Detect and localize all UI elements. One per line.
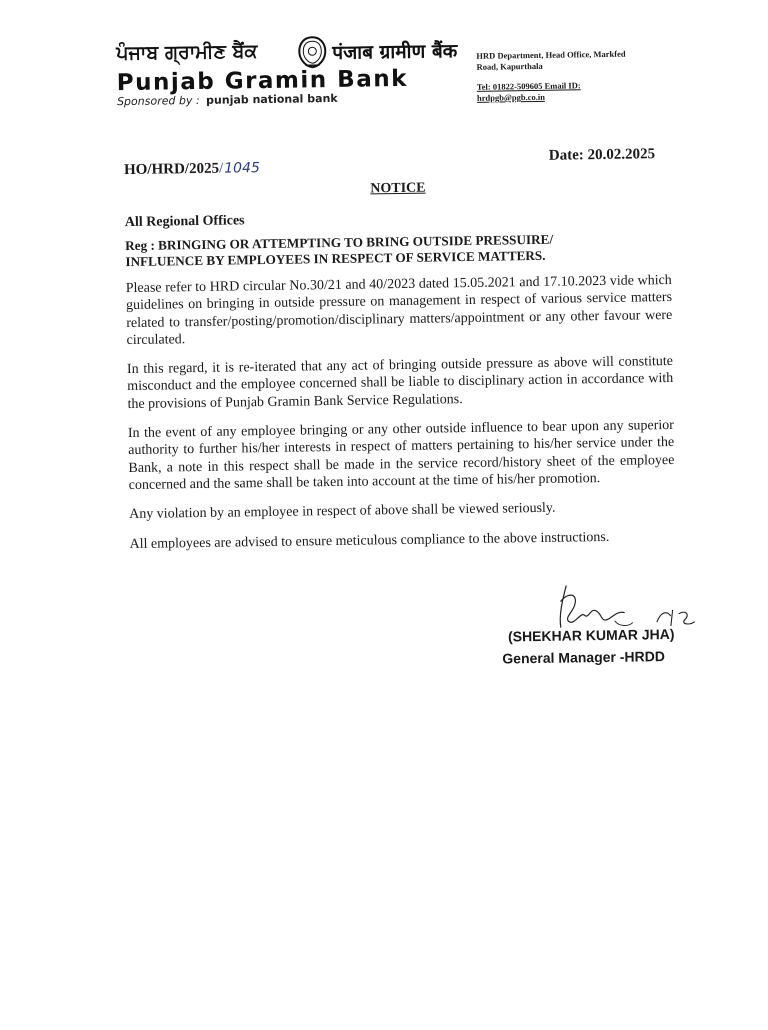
body-paragraph: Please refer to HRD circular No.30/21 and 40/2023 dated 15.05.2021 and 17.10.2023 vide which guidelines on bringing in outside pressure on management in respect of various service matters related to transfer/posting/promotion/disciplinary matters/appointment or any other favour were circulated.: [125, 272, 673, 348]
letterhead-brand: [116, 37, 467, 108]
letterhead-scripts: [116, 37, 466, 72]
body-paragraph: Any violation by an employee in respect of above shall be viewed seriously.: [129, 500, 556, 523]
addressee: All Regional Offices: [124, 213, 245, 231]
body-paragraph: In the event of any employee bringing or any other outside influence to bear upon any superior authority to further his/her interests in respect of matters pertaining to his/her service under the Bank, a note in this respect shall be made in the service record/history sheet of the employee concerned and the same shall be taken into account at the time of his/her promotion.: [127, 418, 675, 494]
reference-prefix: HO/HRD/2025: [123, 160, 220, 179]
sponsor-name: punjab national bank: [206, 91, 338, 107]
letterhead-contact: [476, 48, 667, 104]
address-line-2: Road, Kapurthala: [476, 60, 543, 72]
signatory-name: (SHEKHAR KUMAR JHA): [507, 625, 675, 645]
signatory-designation: General Manager -HRDD: [502, 648, 666, 667]
address-line-1: HRD Department, Head Office, Markfed: [476, 48, 626, 61]
page-title: NOTICE: [370, 180, 426, 197]
notice-body: [126, 272, 676, 565]
subject: [125, 231, 605, 270]
bank-name-hindi: पंजाब ग्रामीण बैंक: [332, 40, 458, 64]
reference-handwritten-number: 1045: [224, 160, 260, 177]
sponsor-label: Sponsored by :: [116, 93, 200, 109]
bank-emblem-icon: [296, 35, 329, 69]
body-paragraph: All employees are advised to ensure meticulous compliance to the above instructions.: [129, 529, 610, 552]
notice-date: Date: 20.02.2025: [548, 146, 656, 164]
subject-line-1: Reg : BRINGING OR ATTEMPTING TO BRING OUTSIDE PRESSUIRE/: [125, 231, 554, 254]
bank-name-english: Punjab Gramin Bank: [116, 65, 409, 97]
email-address: hrdpgb@pgb.co.in: [476, 91, 545, 103]
body-paragraph: In this regard, it is re-iterated that any act of bringing outside pressure as above will constitute misconduct and the employee concerned shall be liable to disciplinary action in accordance with the provisions of Punjab Gramin Bank Service Regulations.: [126, 354, 674, 412]
bank-name-punjabi: ਪੰਜਾਬ ਗ੍ਰਾਮੀਣ ਬੈਂਕ: [116, 40, 258, 65]
telephone-line: Tel: 01822-509605 Email ID:: [476, 80, 581, 92]
subject-line-2: INFLUENCE BY EMPLOYEES IN RESPECT OF SERVICE MATTERS.: [125, 247, 546, 270]
reference-number: HO/HRD/2025/1045: [123, 160, 260, 179]
